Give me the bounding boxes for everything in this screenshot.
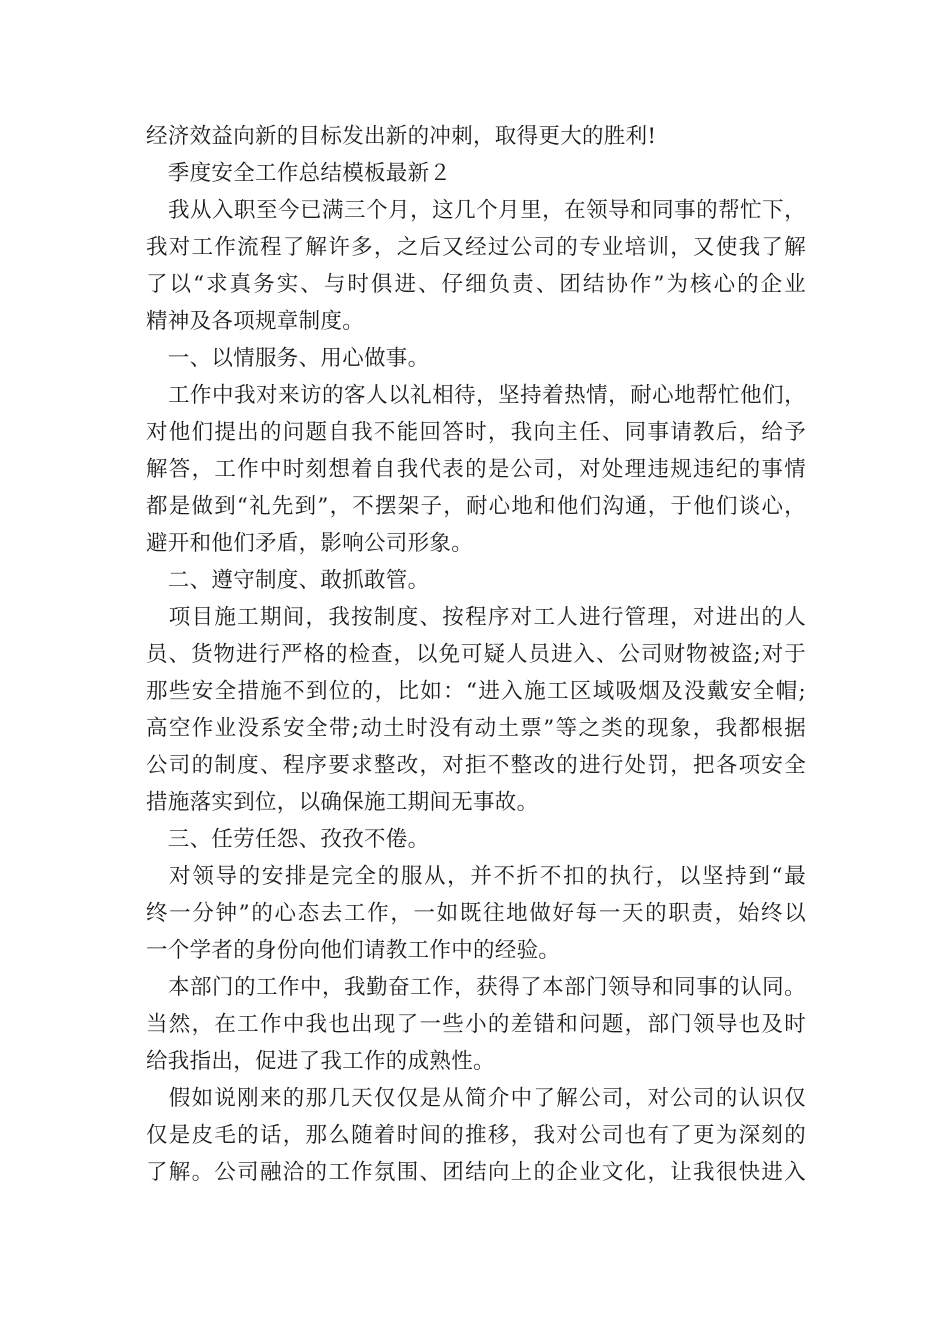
text-line: 给我指出，促进了我工作的成熟性。 bbox=[146, 1049, 495, 1074]
para-4 bbox=[146, 969, 806, 1080]
para-1 bbox=[146, 377, 806, 562]
text-line: 公司的制度、程序要求整改，对拒不整改的进行处罚，把各项安全 bbox=[146, 753, 806, 778]
text-line: 措施落实到位，以确保施工期间无事故。 bbox=[146, 790, 539, 815]
text-line: 经济效益向新的目标发出新的冲刺，取得更大的胜利! bbox=[146, 124, 657, 149]
heading-3 bbox=[146, 821, 806, 858]
doc-title bbox=[146, 155, 806, 192]
text-line: 我对工作流程了解许多，之后又经过公司的专业培训，又使我了解 bbox=[146, 235, 806, 260]
text-line: 高空作业没系安全带;动土时没有动土票”等之类的现象，我都根据 bbox=[146, 716, 806, 741]
heading-1 bbox=[146, 340, 806, 377]
text-line: 工作中我对来访的客人以礼相待，坚持着热情，耐心地帮忙他们， bbox=[146, 383, 806, 408]
text-line: 一、以情服务、用心做事。 bbox=[146, 346, 430, 371]
para-5 bbox=[146, 1080, 806, 1191]
text-line: 假如说刚来的那几天仅仅是从简介中了解公司，对公司的认识仅 bbox=[146, 1086, 806, 1111]
text-line: 解答，工作中时刻想着自我代表的是公司，对处理违规违纪的事情 bbox=[146, 457, 806, 482]
text-line: 精神及各项规章制度。 bbox=[146, 309, 365, 334]
text-line: 对领导的安排是完全的服从，并不折不扣的执行，以坚持到“最 bbox=[146, 864, 806, 889]
text-line: 避开和他们矛盾，影响公司形象。 bbox=[146, 531, 474, 556]
text-line: 我从入职至今已满三个月，这几个月里，在领导和同事的帮忙下， bbox=[146, 198, 806, 223]
text-line: 二、遵守制度、敢抓敢管。 bbox=[146, 568, 430, 593]
text-line: 了解。公司融洽的工作氛围、团结向上的企业文化，让我很快进入 bbox=[146, 1160, 806, 1185]
text-line: 那些安全措施不到位的，比如：“进入施工区域吸烟及没戴安全帽; bbox=[146, 679, 806, 704]
heading-2 bbox=[146, 562, 806, 599]
para-2 bbox=[146, 599, 806, 821]
document-page bbox=[146, 118, 806, 1191]
text-line: 了以“求真务实、与时俱进、仔细负责、团结协作”为核心的企业 bbox=[146, 272, 806, 297]
text-line: 三、任劳任怨、孜孜不倦。 bbox=[146, 827, 430, 852]
text-line: 对他们提出的问题自我不能回答时，我向主任、同事请教后，给予 bbox=[146, 420, 806, 445]
text-line: 员、货物进行严格的检查，以免可疑人员进入、公司财物被盗;对于 bbox=[146, 642, 806, 667]
text-line: 本部门的工作中，我勤奋工作，获得了本部门领导和同事的认同。 bbox=[146, 975, 806, 1000]
para-3 bbox=[146, 858, 806, 969]
text-line: 仅是皮毛的话，那么随着时间的推移，我对公司也有了更为深刻的 bbox=[146, 1123, 806, 1148]
text-line: 终一分钟”的心态去工作，一如既往地做好每一天的职责，始终以 bbox=[146, 901, 806, 926]
text-line: 季度安全工作总结模板最新２ bbox=[146, 161, 452, 186]
para-closing bbox=[146, 118, 806, 155]
text-line: 当然，在工作中我也出现了一些小的差错和问题，部门领导也及时 bbox=[146, 1012, 806, 1037]
para-intro bbox=[146, 192, 806, 340]
text-line: 都是做到“礼先到”，不摆架子，耐心地和他们沟通，于他们谈心， bbox=[146, 494, 806, 519]
text-line: 项目施工期间，我按制度、按程序对工人进行管理，对进出的人 bbox=[146, 605, 806, 630]
text-line: 一个学者的身份向他们请教工作中的经验。 bbox=[146, 938, 561, 963]
